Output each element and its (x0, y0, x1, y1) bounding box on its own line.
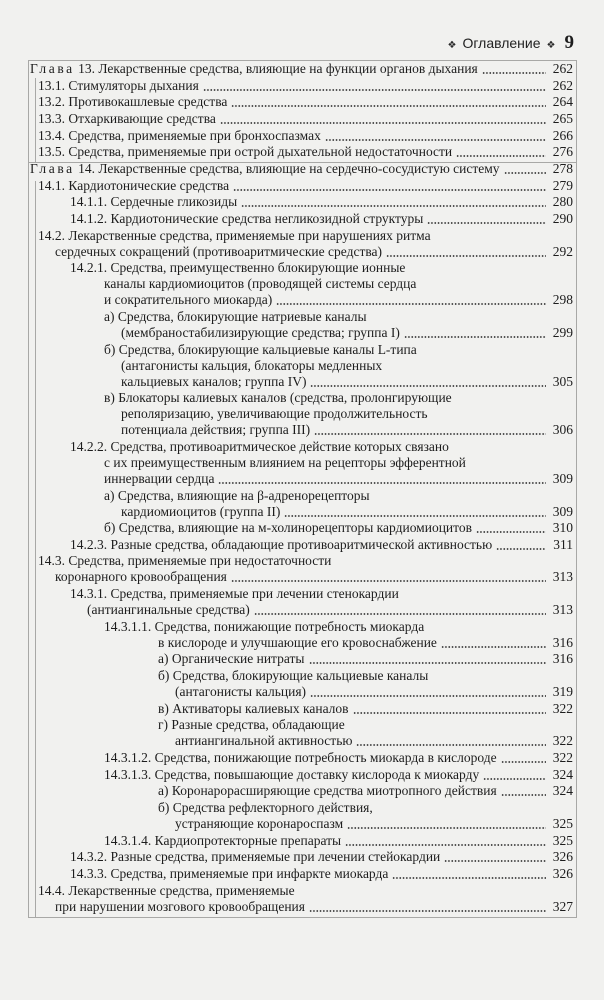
ornament-icon: ❖ (546, 40, 556, 51)
toc-line (0, 883, 573, 899)
toc-line (0, 128, 573, 144)
entry-number: б) (104, 341, 116, 357)
dot-leader (427, 222, 546, 224)
toc-entry (0, 520, 573, 536)
entry-number: 14. (78, 160, 95, 176)
page-number: 262 (552, 61, 573, 76)
toc-line (0, 520, 573, 536)
chapter-label: Глава (30, 160, 75, 176)
entry-text (104, 390, 452, 406)
entry-number: в) (158, 700, 169, 716)
entry-title: Средства, влияющие на м-холинорецепторы кардиомиоцитов (118, 520, 472, 536)
dot-leader (483, 778, 546, 780)
toc-entry (0, 144, 573, 160)
dot-leader (241, 205, 546, 207)
toc-line (0, 849, 573, 865)
toc-line (0, 635, 573, 651)
toc-line (0, 111, 573, 127)
toc-line (0, 292, 573, 308)
toc-entry (0, 651, 573, 667)
entry-title: Разные средства, применяемые при лечении стейокардии (110, 849, 441, 865)
entry-title: Лекарственные средства, влияющие на сердечно-сосудистую систему (98, 160, 500, 176)
toc-line (0, 178, 573, 194)
entry-title-continued: в кислороде и улучшающие его кровоснабжение (158, 634, 437, 650)
toc-line (0, 211, 573, 227)
entry-text (38, 111, 216, 127)
entry-number: 14.2.2. (70, 438, 108, 454)
entry-title: Средства, блокирующие натриевые каналы (117, 308, 367, 324)
entry-text (70, 586, 399, 602)
entry-title: Сердечные гликозиды (110, 194, 238, 210)
entry-title-continued: с их преимущественным влиянием на рецепторы эфферентной (104, 454, 466, 470)
entry-number: 14.3.2. (70, 849, 108, 865)
entry-title-continued: (антагонисты кальция, блокаторы медленных (121, 357, 383, 373)
dot-leader (404, 336, 546, 338)
page-number: 316 (552, 651, 573, 667)
toc-entry (0, 833, 573, 849)
page-number: 310 (552, 520, 573, 536)
page-number: 322 (552, 700, 573, 716)
entry-text (104, 767, 479, 783)
toc-entry (0, 94, 573, 110)
toc-entry (0, 228, 573, 260)
toc-line (0, 374, 573, 390)
page-number: 264 (552, 94, 573, 110)
toc-line (0, 78, 573, 94)
page-number: 327 (552, 898, 573, 914)
page-number: 280 (552, 194, 573, 210)
dot-leader (309, 662, 547, 664)
toc-entry (0, 586, 573, 618)
entry-title: Средства, влияющие на β-адренорецепторы (117, 487, 370, 503)
entry-number: 14.3.1.4. (104, 832, 152, 848)
toc-entry (0, 800, 573, 832)
dot-leader (482, 72, 546, 74)
toc-entry (0, 701, 573, 717)
toc-entry (0, 342, 573, 390)
toc-line (0, 866, 573, 882)
toc-entry (0, 783, 573, 799)
toc-chapter (0, 161, 573, 177)
entry-text (38, 883, 295, 899)
entry-title-continued: при нарушении мозгового кровообращения (55, 898, 305, 914)
toc-line (0, 325, 573, 341)
dot-leader (501, 794, 546, 796)
entry-text (38, 128, 321, 144)
entry-title: Органические нитраты (171, 651, 305, 667)
entry-text (38, 178, 229, 194)
entry-text (38, 144, 452, 160)
entry-number: 13.2. (38, 94, 65, 110)
dot-leader (496, 548, 546, 550)
entry-title-continued: (мембраностабилизирующие средства; группа I) (121, 324, 400, 340)
entry-number: 14.3. (38, 553, 65, 569)
toc-entry (0, 750, 573, 766)
entry-text (158, 800, 373, 816)
toc-entry (0, 883, 573, 915)
page-number: 313 (552, 569, 573, 585)
page-number: 325 (552, 832, 573, 848)
entry-title: Кардиотонические средства (68, 177, 230, 193)
toc-line (0, 701, 573, 717)
entry-text (38, 94, 227, 110)
running-header (448, 32, 575, 54)
entry-text (158, 668, 428, 684)
page-number: 276 (552, 144, 573, 160)
dot-leader (347, 827, 546, 829)
entry-number: г) (158, 717, 169, 733)
entry-text (70, 194, 237, 210)
dot-leader (456, 155, 546, 157)
entry-number: в) (104, 390, 115, 406)
entry-text (70, 439, 449, 455)
toc-line (0, 439, 573, 455)
entry-title: Средства, понижающие потребность миокарда в кислороде (154, 750, 497, 766)
dot-leader (501, 761, 546, 763)
entry-text (70, 260, 405, 276)
entry-text (30, 161, 500, 177)
entry-number: а) (104, 308, 115, 324)
entry-number: 14.3.1.2. (104, 750, 152, 766)
ornament-icon: ❖ (447, 40, 457, 51)
entry-title: Разные средства, обладающие (171, 717, 345, 733)
toc-line (0, 228, 573, 244)
page-number: 311 (553, 536, 573, 552)
toc-chapter (0, 61, 573, 77)
entry-number: 13.5. (38, 144, 65, 160)
page-number: 326 (552, 866, 573, 881)
table-of-contents (0, 61, 573, 915)
entry-title: Средства, повышающие доставку кислорода к миокарду (154, 766, 480, 782)
toc-line (0, 833, 573, 849)
toc-line (0, 144, 573, 160)
toc-entry (0, 553, 573, 585)
page-number: 279 (552, 177, 573, 193)
dot-leader (325, 139, 546, 141)
entry-title-continued: (антагонисты кальция) (175, 684, 307, 700)
entry-title-continued: сердечных сокращений (противоаритмические средства) (55, 243, 383, 259)
toc-line (0, 422, 573, 438)
entry-text (38, 553, 331, 569)
entry-title: Средства, блокирующие кальциевые каналы (172, 668, 429, 684)
toc-line (0, 783, 573, 799)
dot-leader (476, 531, 546, 533)
entry-text (70, 211, 423, 227)
toc-line (0, 244, 573, 260)
dot-leader (345, 844, 546, 846)
dot-leader (231, 105, 546, 107)
entry-title: Средства рефлекторного действия, (172, 800, 373, 816)
entry-title: Средства, преимущественно блокирующие ионные (110, 260, 406, 276)
entry-title: Стимуляторы дыхания (68, 77, 199, 93)
entry-title: Лекарственные средства, применяемые при нарушениях ритма (68, 227, 431, 243)
toc-line (0, 733, 573, 749)
toc-line (0, 569, 573, 585)
entry-number: 14.3.1. (70, 586, 108, 602)
entry-number: 14.3.1.1. (104, 618, 152, 634)
entry-text (104, 619, 424, 635)
entry-title: Блокаторы калиевых каналов (средства, пролонгирующие (118, 390, 452, 406)
entry-title-continued: каналы кардиомиоцитов (проводящей системы сердца (104, 276, 417, 292)
entry-text (104, 309, 367, 325)
toc-line (0, 684, 573, 700)
entry-text (38, 228, 431, 244)
page-number: 298 (552, 292, 573, 308)
page-number: 313 (552, 602, 573, 618)
toc-entry (0, 849, 573, 865)
entry-text (70, 866, 388, 882)
toc-line (0, 800, 573, 816)
dot-leader (392, 877, 546, 879)
entry-title-continued: коронарного кровообращения (55, 569, 227, 585)
toc-line (0, 161, 573, 177)
entry-text (70, 849, 440, 865)
dot-leader (386, 255, 546, 257)
page-number: 266 (552, 127, 573, 143)
running-title: Оглавление (462, 35, 541, 51)
toc-entry (0, 537, 573, 553)
entry-text (104, 750, 497, 766)
toc-entry (0, 111, 573, 127)
frame-line-bottom (28, 917, 576, 918)
page-number: 290 (552, 210, 573, 226)
page-number: 265 (552, 110, 573, 126)
entry-title-continued: кальциевых каналов; группа IV) (121, 373, 307, 389)
toc-line (0, 342, 573, 358)
toc-entry (0, 390, 573, 438)
entry-title: Разные средства, обладающие противоаритмической активностью (110, 536, 493, 552)
entry-title: Средства, противоаритмическое действие которых связано (110, 438, 449, 454)
entry-number: 14.3.1.3. (104, 766, 152, 782)
entry-text (158, 651, 305, 667)
toc-line (0, 586, 573, 602)
toc-line (0, 406, 573, 422)
entry-title-continued: иннервации сердца (104, 470, 215, 486)
entry-text (70, 537, 492, 553)
frame-line-right (576, 60, 577, 918)
toc-line (0, 651, 573, 667)
entry-number: 13.1. (38, 77, 65, 93)
entry-number: 13.4. (38, 127, 65, 143)
entry-title-continued: и сократительного миокарда) (104, 292, 273, 308)
toc-entry (0, 619, 573, 651)
entry-title: Коронарорасширяющие средства миотропного действия (171, 783, 497, 799)
entry-text (104, 833, 341, 849)
page-number: 322 (552, 750, 573, 766)
entry-title-continued: кардиомиоцитов (группа II) (121, 503, 281, 519)
entry-text (104, 488, 370, 504)
toc-line (0, 816, 573, 832)
page-number: 278 (552, 160, 573, 176)
entry-text (158, 701, 349, 717)
page-number: 305 (552, 373, 573, 389)
entry-title-continued: реполяризацию, увеличивающие продолжительность (121, 406, 428, 422)
toc-line (0, 602, 573, 618)
folio-page-number: 9 (564, 32, 574, 53)
dot-leader (254, 613, 546, 615)
toc-entry (0, 260, 573, 308)
entry-number: а) (158, 783, 169, 799)
dot-leader (284, 515, 546, 517)
page-number: 309 (552, 470, 573, 486)
toc-entry (0, 211, 573, 227)
dot-leader (504, 172, 546, 174)
entry-number: 14.2. (38, 227, 65, 243)
page-number: 325 (552, 816, 573, 832)
entry-title: Средства, применяемые при бронхоспазмах (68, 127, 321, 143)
dot-leader (310, 695, 546, 697)
entry-title: Средства, блокирующие кальциевые каналы L-типа (118, 341, 417, 357)
toc-entry (0, 309, 573, 341)
entry-number: 14.1.2. (70, 210, 108, 226)
entry-number: 13. (78, 61, 95, 76)
entry-title-continued: устраняющие коронароспазм (175, 816, 344, 832)
page-number: 319 (552, 684, 573, 700)
toc-entry (0, 178, 573, 194)
toc-line (0, 504, 573, 520)
chapter-label: Глава (30, 61, 75, 76)
entry-title: Средства, применяемые при острой дыхательной недостаточности (68, 144, 453, 160)
dot-leader (356, 744, 546, 746)
entry-number: 14.2.3. (70, 536, 108, 552)
page-number: 326 (552, 849, 573, 865)
toc-line (0, 899, 573, 915)
entry-number: а) (104, 487, 115, 503)
entry-title: Лекарственные средства, применяемые (68, 882, 295, 898)
entry-title: Лекарственные средства, влияющие на функции органов дыхания (98, 61, 478, 76)
page-number: 324 (552, 783, 573, 799)
toc-line (0, 553, 573, 569)
toc-entry (0, 488, 573, 520)
entry-number: 13.3. (38, 110, 65, 126)
toc-line (0, 194, 573, 210)
page-number: 306 (552, 422, 573, 438)
dot-leader (310, 385, 546, 387)
toc-entry (0, 668, 573, 700)
entry-text (158, 717, 345, 733)
dot-leader (203, 89, 546, 91)
toc-entry (0, 78, 573, 94)
page-number: 262 (552, 77, 573, 93)
toc-line (0, 94, 573, 110)
page-number: 299 (552, 324, 573, 340)
entry-title: Средства, применяемые при инфаркте миокарда (110, 866, 389, 881)
page-number: 324 (552, 766, 573, 782)
toc-entry (0, 767, 573, 783)
dot-leader (233, 189, 546, 191)
entry-title: Кардиотонические средства негликозидной структуры (110, 210, 424, 226)
dot-leader (309, 910, 546, 912)
entry-number: б) (158, 800, 170, 816)
entry-title-continued: (антиангинальные средства) (87, 602, 250, 618)
toc-line (0, 61, 573, 77)
page-number: 309 (552, 503, 573, 519)
toc-entry (0, 717, 573, 749)
toc-entry (0, 866, 573, 882)
page-number: 322 (552, 733, 573, 749)
entry-title: Активаторы калиевых каналов (172, 700, 349, 716)
entry-title: Средства, понижающие потребность миокарда (154, 618, 425, 634)
dot-leader (276, 303, 546, 305)
entry-number: 14.3.3. (70, 866, 108, 881)
toc-line (0, 750, 573, 766)
toc-line (0, 455, 573, 471)
toc-line (0, 309, 573, 325)
toc-line (0, 358, 573, 374)
entry-number: 14.1. (38, 177, 65, 193)
entry-number: 14.1.1. (70, 194, 108, 210)
toc-entry (0, 194, 573, 210)
toc-entry (0, 128, 573, 144)
toc-line (0, 717, 573, 733)
page-number: 292 (552, 243, 573, 259)
toc-line (0, 668, 573, 684)
entry-number: 14.4. (38, 882, 65, 898)
entry-number: б) (158, 668, 170, 684)
toc-line (0, 471, 573, 487)
entry-text (104, 342, 417, 358)
entry-number: а) (158, 651, 169, 667)
dot-leader (441, 646, 546, 648)
entry-number: 14.2.1. (70, 260, 108, 276)
entry-number: б) (104, 520, 116, 536)
dot-leader (220, 122, 546, 124)
dot-leader (218, 482, 546, 484)
toc-line (0, 390, 573, 406)
entry-title-continued: потенциала действия; группа III) (121, 422, 311, 438)
toc-line (0, 537, 573, 553)
entry-title: Средства, применяемые при недостаточности (68, 553, 332, 569)
toc-line (0, 488, 573, 504)
entry-title: Кардиопротекторные препараты (154, 832, 342, 848)
toc-line (0, 276, 573, 292)
entry-title-continued: антиангинальной активностью (175, 733, 353, 749)
dot-leader (314, 433, 546, 435)
entry-text (104, 520, 472, 536)
entry-text (30, 61, 478, 77)
entry-title: Противокашлевые средства (68, 94, 228, 110)
dot-leader (353, 712, 546, 714)
page-number: 316 (552, 634, 573, 650)
dot-leader (444, 860, 546, 862)
toc-entry (0, 439, 573, 487)
toc-line (0, 619, 573, 635)
dot-leader (231, 580, 546, 582)
entry-title: Средства, применяемые при лечении стенокардии (110, 586, 399, 602)
entry-text (158, 783, 497, 799)
toc-line (0, 260, 573, 276)
entry-text (38, 78, 199, 94)
entry-title: Отхаркивающие средства (68, 110, 216, 126)
toc-line (0, 767, 573, 783)
